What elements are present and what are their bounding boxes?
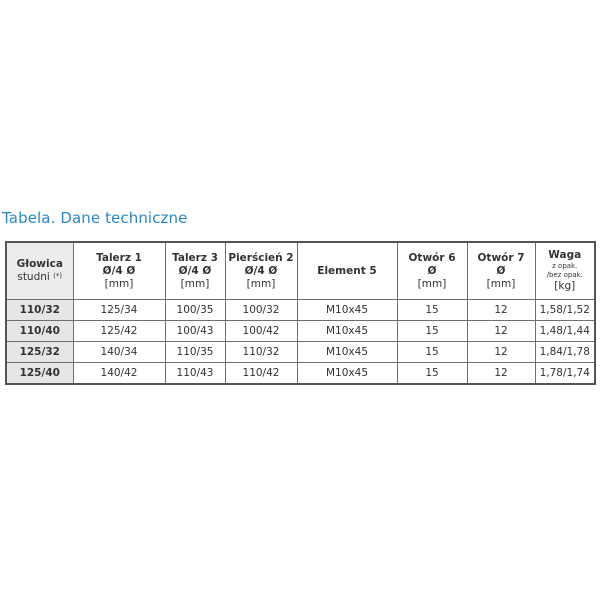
cell-otwor-7: 12 xyxy=(467,300,535,321)
cell-otwor-6: 15 xyxy=(397,321,467,342)
cell-talerz-1: 125/42 xyxy=(73,321,165,342)
cell-element-5: M10x45 xyxy=(297,342,397,363)
header-label: Element 5 xyxy=(317,264,377,277)
cell-element-5: M10x45 xyxy=(297,321,397,342)
cell-otwor-7: 12 xyxy=(467,363,535,385)
cell-talerz-3: 100/43 xyxy=(165,321,225,342)
cell-talerz-3: 110/35 xyxy=(165,342,225,363)
header-pierscien-2 xyxy=(225,242,297,300)
cell-element-5: M10x45 xyxy=(297,300,397,321)
cell-otwor-7: 12 xyxy=(467,342,535,363)
cell-waga: 1,58/1,52 xyxy=(535,300,595,321)
header-label: Otwór 6 xyxy=(408,251,456,264)
header-diameter: Ø/4 Ø xyxy=(244,264,278,277)
cell-pierscien-2: 100/42 xyxy=(225,321,297,342)
cell-glowica: 125/40 xyxy=(6,363,73,385)
cell-element-5: M10x45 xyxy=(297,363,397,385)
header-sub xyxy=(7,271,73,284)
header-glowica-studni xyxy=(6,242,73,300)
cell-talerz-1: 140/34 xyxy=(73,342,165,363)
cell-glowica: 110/40 xyxy=(6,321,73,342)
header-label: Talerz 1 xyxy=(96,251,142,264)
cell-waga: 1,48/1,44 xyxy=(535,321,595,342)
cell-glowica: 125/32 xyxy=(6,342,73,363)
header-unit: [mm] xyxy=(486,277,516,290)
header-note: /bez opak. xyxy=(546,271,583,279)
header-diameter: Ø xyxy=(427,264,437,277)
cell-talerz-1: 140/42 xyxy=(73,363,165,385)
header-waga xyxy=(535,242,595,300)
table-row xyxy=(6,321,595,342)
header-talerz-3 xyxy=(165,242,225,300)
cell-talerz-1: 125/34 xyxy=(73,300,165,321)
header-unit: [mm] xyxy=(246,277,276,290)
header-diameter: Ø/4 Ø xyxy=(178,264,212,277)
table-row xyxy=(6,342,595,363)
header-unit: [mm] xyxy=(180,277,210,290)
cell-talerz-3: 100/35 xyxy=(165,300,225,321)
cell-otwor-7: 12 xyxy=(467,321,535,342)
header-otwor-6 xyxy=(397,242,467,300)
header-label: Waga xyxy=(548,249,582,261)
header-label: Głowica xyxy=(16,258,63,270)
header-label: Pierścień 2 xyxy=(228,251,294,264)
table-row xyxy=(6,300,595,321)
cell-waga: 1,84/1,78 xyxy=(535,342,595,363)
cell-glowica: 110/32 xyxy=(6,300,73,321)
cell-talerz-3: 110/43 xyxy=(165,363,225,385)
cell-otwor-6: 15 xyxy=(397,342,467,363)
header-unit: [kg] xyxy=(554,280,576,292)
header-otwor-7 xyxy=(467,242,535,300)
table-caption: Tabela. Dane techniczne xyxy=(2,209,188,227)
header-row xyxy=(6,242,595,300)
header-sub-text: studni xyxy=(17,271,50,283)
cell-waga: 1,78/1,74 xyxy=(535,363,595,385)
header-label: Talerz 3 xyxy=(172,251,218,264)
cell-pierscien-2: 100/32 xyxy=(225,300,297,321)
header-unit: [mm] xyxy=(417,277,447,290)
cell-pierscien-2: 110/32 xyxy=(225,342,297,363)
cell-otwor-6: 15 xyxy=(397,363,467,385)
header-element-5 xyxy=(297,242,397,300)
header-superscript: (*) xyxy=(53,272,63,280)
header-note: z opak. xyxy=(552,262,578,270)
header-diameter: Ø xyxy=(496,264,506,277)
header-unit: [mm] xyxy=(104,277,134,290)
header-label: Otwór 7 xyxy=(477,251,525,264)
header-diameter: Ø/4 Ø xyxy=(102,264,136,277)
header-talerz-1 xyxy=(73,242,165,300)
cell-pierscien-2: 110/42 xyxy=(225,363,297,385)
table-row xyxy=(6,363,595,385)
technical-data-table xyxy=(5,241,596,385)
cell-otwor-6: 15 xyxy=(397,300,467,321)
